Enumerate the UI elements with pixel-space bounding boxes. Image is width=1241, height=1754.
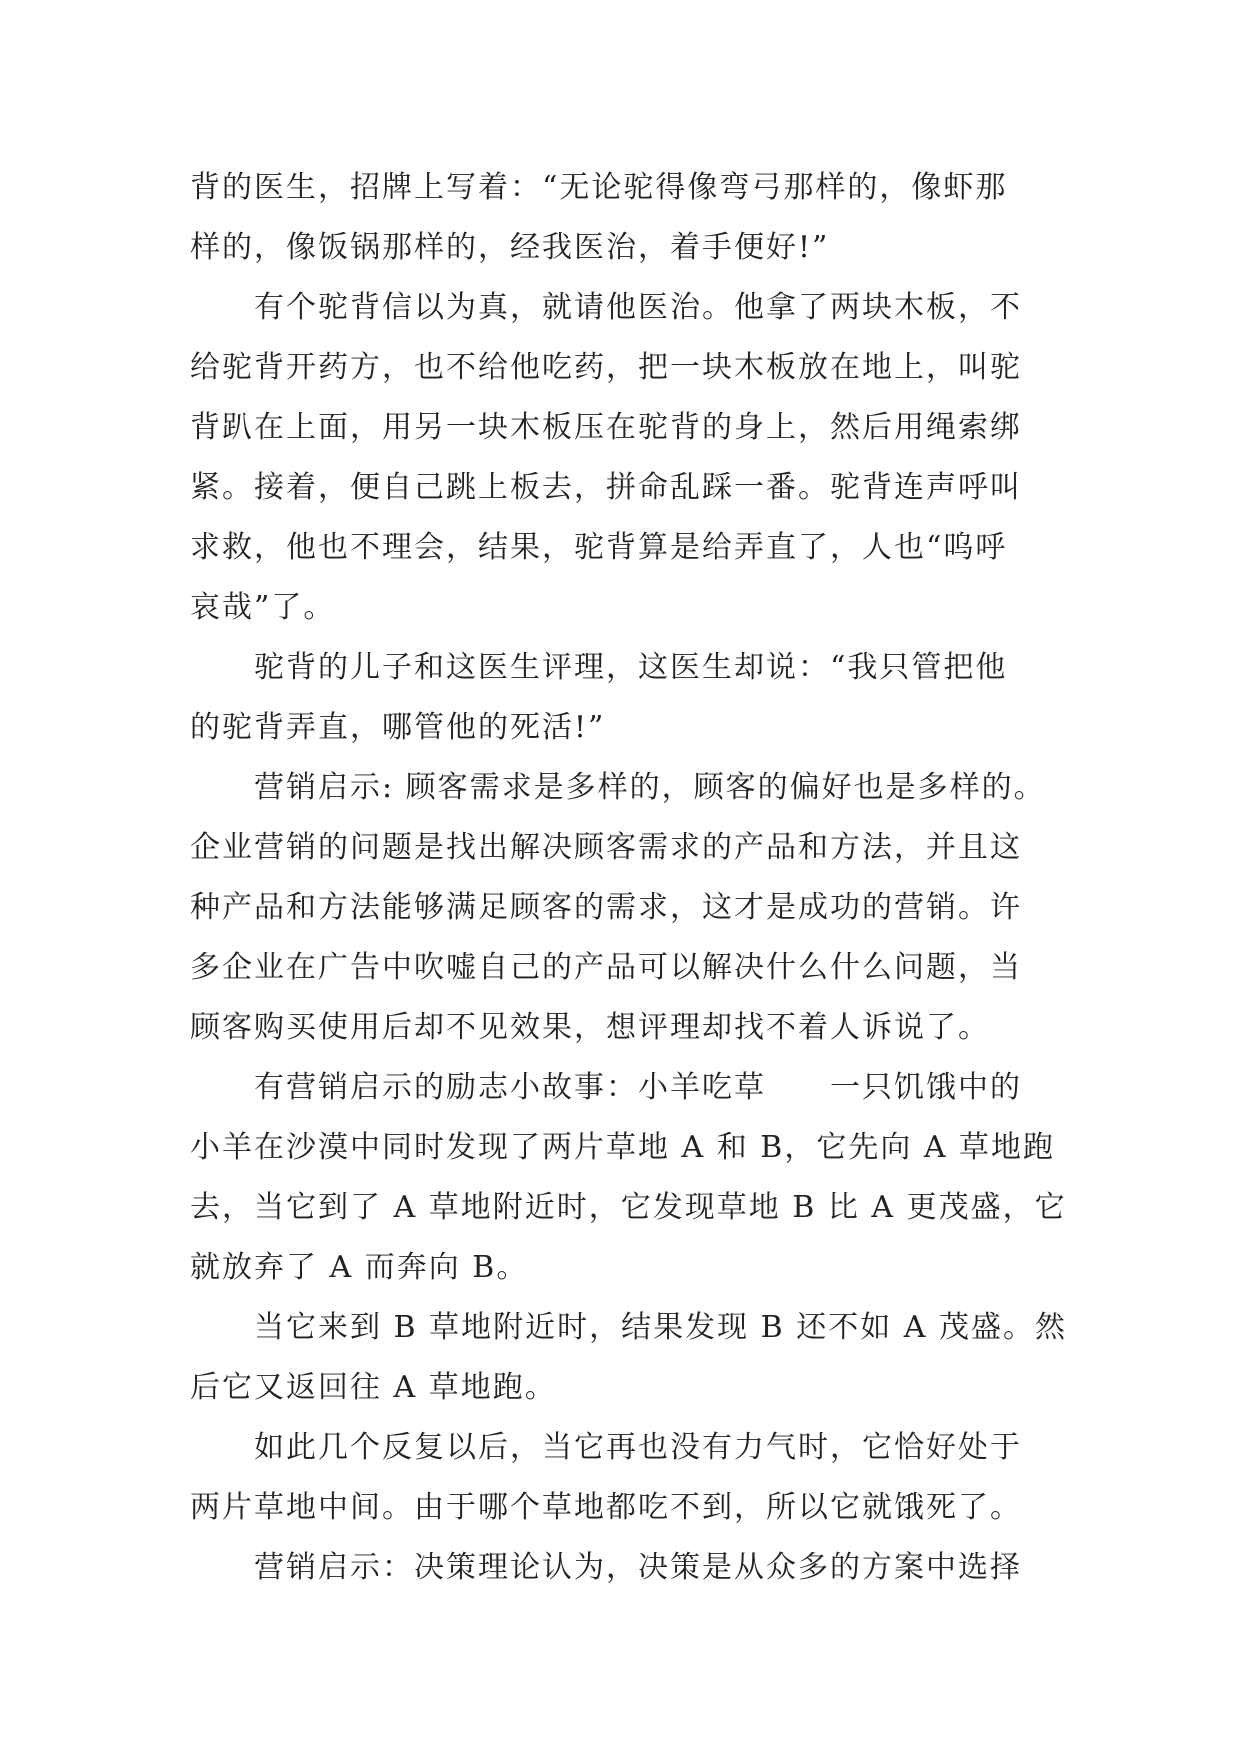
document-body [190, 158, 1067, 1598]
text-line: 营销启示：决策理论认为，决策是从众多的方案中选择 [254, 1550, 1022, 1585]
text-line: 背的医生，招牌上写着：“无论驼得像弯弓那样的，像虾那 [190, 170, 1008, 205]
text-line: 给驼背开药方，也不给他吃药，把一块木板放在地上，叫驼 [190, 350, 1022, 385]
text-line: 有个驼背信以为真，就请他医治。他拿了两块木板，不 [254, 290, 1022, 325]
text-line: 背趴在上面，用另一块木板压在驼背的身上，然后用绳索绑 [190, 410, 1022, 445]
text-line: 企业营销的问题是找出解决顾客需求的产品和方法，并且这 [190, 830, 1022, 865]
text-line: 两片草地中间。由于哪个草地都吃不到，所以它就饿死了。 [190, 1490, 1022, 1525]
text-line: 营销启示: 顾客需求是多样的，顾客的偏好也是多样的。 [254, 770, 1046, 805]
text-line: 有营销启示的励志小故事：小羊吃草 一只饥饿中的 [254, 1070, 1022, 1105]
text-line: 后它又返回往 A 草地跑。 [190, 1370, 557, 1405]
text-line: 顾客购买使用后却不见效果，想评理却找不着人诉说了。 [190, 1010, 990, 1045]
text-line: 驼背的儿子和这医生评理，这医生却说：“我只管把他 [254, 650, 1008, 685]
text-line: 就放弃了 A 而奔向 B。 [190, 1250, 529, 1285]
text-line: 种产品和方法能够满足顾客的需求，这才是成功的营销。许 [190, 890, 1022, 925]
text-line: 紧。接着，便自己跳上板去，拼命乱踩一番。驼背连声呼叫 [190, 470, 1022, 505]
text-line: 当它来到 B 草地附近时，结果发现 B 还不如 A 茂盛。然 [254, 1310, 1067, 1345]
text-line: 去，当它到了 A 草地附近时，它发现草地 B 比 A 更茂盛，它 [190, 1190, 1067, 1225]
text-line: 的驼背弄直，哪管他的死活!” [190, 710, 606, 745]
text-line: 如此几个反复以后，当它再也没有力气时，它恰好处于 [254, 1430, 1022, 1465]
text-line: 小羊在沙漠中同时发现了两片草地 A 和 B，它先向 A 草地跑 [190, 1130, 1056, 1165]
text-line: 哀哉”了。 [190, 590, 336, 625]
text-line: 求救，他也不理会，结果，驼背算是给弄直了，人也“呜呼 [190, 530, 1008, 565]
text-line: 多企业在广告中吹嘘自己的产品可以解决什么什么问题，当 [190, 950, 1022, 985]
text-line: 样的，像饭锅那样的，经我医治，着手便好!” [190, 230, 830, 265]
